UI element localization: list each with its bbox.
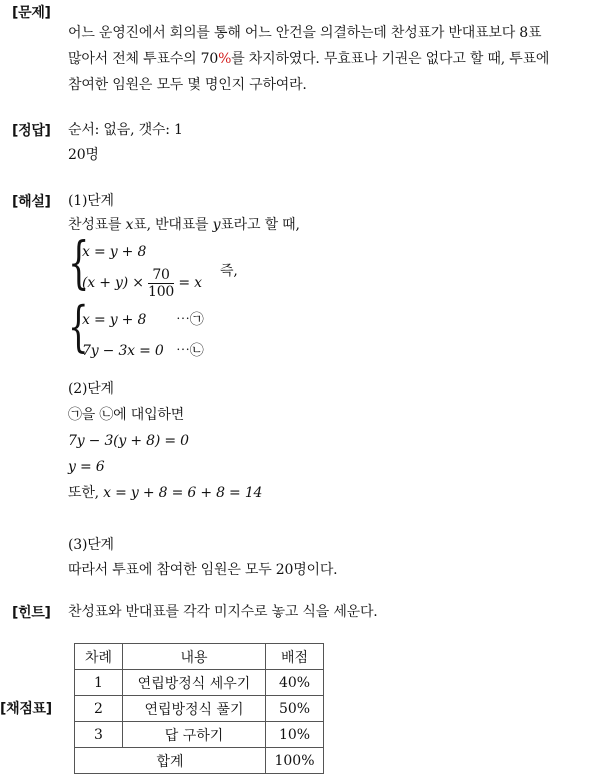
var-y: y	[212, 217, 221, 233]
system-2-eq-2: 7y − 3x = 0	[82, 343, 164, 359]
answer-label: [정답]	[12, 123, 51, 139]
intro-a: 찬성표를	[68, 217, 126, 233]
row-points: 50%	[266, 696, 324, 722]
explanation-label: [해설]	[12, 194, 51, 210]
table-row	[75, 722, 324, 748]
header-points: 배점	[266, 644, 324, 670]
answer-line-1: 순서: 없음, 갯수: 1	[68, 122, 183, 138]
so-text: 즉,	[220, 263, 238, 279]
scoring-total-row	[75, 748, 324, 774]
system-1-eq-1: x = y + 8	[82, 244, 147, 260]
var-x: x	[125, 217, 134, 233]
system-1-eq-2	[82, 266, 202, 300]
total-value: 100%	[266, 748, 324, 774]
row-order: 1	[75, 670, 123, 696]
scoring-header-row	[75, 644, 324, 670]
fraction-denominator: 100	[148, 283, 175, 300]
row-order: 3	[75, 722, 123, 748]
step-2-title: (2)단계	[68, 381, 114, 397]
eq-c-prefix: 또한,	[68, 485, 104, 501]
scoring-label: [채점표]	[0, 701, 52, 717]
sys1-eq2-a: (x + y) ×	[82, 275, 148, 291]
equation-a: 7y − 3(y + 8) = 0	[68, 433, 189, 449]
hint-text: 찬성표와 반대표를 각각 미지수로 놓고 식을 세운다.	[68, 604, 378, 620]
problem-label: [문제]	[12, 5, 51, 21]
header-order: 차례	[75, 644, 123, 670]
sys1-eq2-b: = x	[174, 275, 202, 291]
table-row	[75, 696, 324, 722]
system-2-tag-2: ⋯㉡	[176, 343, 204, 359]
header-content: 내용	[123, 644, 266, 670]
intro-b: 표, 반대표를	[133, 217, 213, 233]
row-points: 40%	[266, 670, 324, 696]
equation-b: y = 6	[68, 459, 105, 475]
system-2-tag-1: ⋯㉠	[176, 312, 204, 328]
row-order: 2	[75, 696, 123, 722]
step-1-title: (1)단계	[68, 193, 114, 209]
substitution-text: ㉠을 ㉡에 대입하면	[68, 407, 185, 423]
hint-label: [힌트]	[12, 605, 51, 621]
problem-line-3: 참여한 임원은 모두 몇 명인지 구하여라.	[68, 77, 307, 93]
answer-line-2: 20명	[68, 147, 99, 163]
row-points: 10%	[266, 722, 324, 748]
row-content: 답 구하기	[123, 722, 266, 748]
scoring-table	[74, 643, 324, 774]
percent-sign: %	[218, 51, 232, 67]
table-row	[75, 670, 324, 696]
explanation-intro	[68, 216, 300, 234]
total-label: 합계	[75, 748, 266, 774]
problem-line-2	[68, 50, 549, 68]
row-content: 연립방정식 풀기	[123, 696, 266, 722]
problem-line-2-b: 를 차지하였다. 무효표나 기권은 없다고 할 때, 투표에	[231, 51, 550, 67]
system-1-brace: {	[68, 231, 90, 296]
step-3-title: (3)단계	[68, 537, 114, 553]
equation-c	[68, 484, 262, 502]
intro-c: 표라고 할 때,	[220, 217, 300, 233]
system-2-brace: {	[68, 295, 89, 358]
system-2-eq-1: x = y + 8	[82, 312, 147, 328]
row-content: 연립방정식 세우기	[123, 670, 266, 696]
fraction-70-100	[148, 267, 174, 300]
eq-c-math: x = y + 8 = 6 + 8 = 14	[103, 485, 263, 501]
problem-line-2-a: 많아서 전체 투표수의 70	[68, 51, 219, 67]
problem-line-1: 어느 운영진에서 회의를 통해 어느 안건을 의결하는데 찬성표가 반대표보다 8표	[68, 25, 542, 41]
conclusion-text: 따라서 투표에 참여한 임원은 모두 20명이다.	[68, 562, 338, 578]
fraction-numerator: 70	[148, 267, 174, 284]
